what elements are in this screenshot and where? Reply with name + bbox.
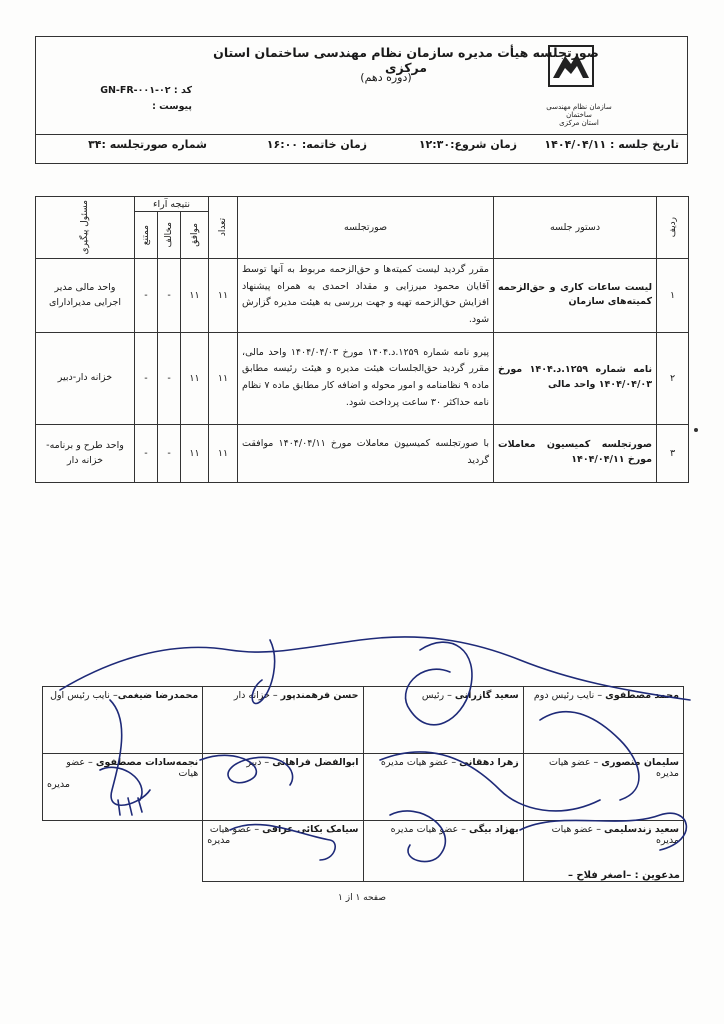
signature-cell: زهرا دهقانی – عضو هیات مدیره [363,754,523,821]
agenda-item: لیست ساعات کاری و حق‌الزحمه کمیته‌های سازمان [494,259,657,333]
meeting-date: تاریخ جلسه : ۱۴۰۴/۰۴/۱۱ [544,138,679,151]
agenda-item: نامه شماره ۱۲۵۹.د.۱۴۰۴ مورخ ۱۴۰۴/۰۴/۰۳ واحد مالی [494,332,657,424]
signature-cell: ابوالفضل فراهانی – دبیر [203,754,363,821]
signature-row [43,687,684,754]
invitees: مدعوین : –اصغر فلاح – [567,870,680,881]
signature-cell: محمدرضا ضیغمی– نایب رئیس اول [43,687,203,754]
header-row-num: ردیف [657,197,689,259]
responsible-party: واحد طرح و برنامه-خزانه دار [36,424,135,482]
document-code [82,85,192,96]
code-label: کد : [170,85,192,96]
vote-agree: ۱۱ [181,424,209,482]
document-title: صورتجلسه هیأت مدیره سازمان نظام مهندسی ساختمان استان مرکزی [213,45,599,75]
table-row [36,424,689,482]
header-disagree: مخالف [158,212,181,259]
header-minutes: صورتجلسه [238,197,494,259]
vote-agree: ۱۱ [181,259,209,333]
header-box [35,36,688,164]
org-name-line2: استان مرکزی [559,119,599,127]
code-value: GN-FR-۰۰۱-۰۲ [100,85,171,96]
margin-dot [694,428,698,432]
page-number: صفحه ۱ از ۱ [338,893,386,903]
row-number: ۱ [657,259,689,333]
signature-cell: سیامک بکائی عراقی – عضو هیات مدیره [203,821,363,882]
signature-cell: بهزاد بیگی – عضو هیات مدیره [363,821,523,882]
minutes-item: با صورتجلسه کمیسیون معاملات مورخ ۱۴۰۴/۰۴/۱۱ موافقت گردید [238,424,494,482]
row-number: ۲ [657,332,689,424]
minutes-item: مقرر گردید لیست کمیته‌ها و حق‌الزحمه مربوط به آنها توسط آقایان محمود میرزایی و مقداد احمدی به همراه پیشنهاد افزایش حق‌الزحمه تهیه و جهت بررسی به هیئت مدیره گزارش شود. [238,259,494,333]
vote-agree: ۱۱ [181,332,209,424]
start-time: زمان شروع:۱۲:۳۰ [418,138,517,151]
signature-cell: حسن فرهمندپور – خزانه دار [203,687,363,754]
header-vote-result: نتیجه آراء [135,197,209,212]
header-divider [36,134,687,135]
vote-disagree: - [158,259,181,333]
period-label: (دوره دهم) [360,71,412,84]
vote-count: ۱۱ [209,424,238,482]
agenda-table [35,196,689,483]
vote-count: ۱۱ [209,259,238,333]
signature-row [43,754,684,821]
vote-abstain: - [135,332,158,424]
vote-abstain: - [135,424,158,482]
table-row [36,259,689,333]
signature-cell: سعید گازرانی – رئیس [363,687,523,754]
responsible-party: واحد مالی مدیر اجرایی مدیرادارای [36,259,135,333]
organization-name [539,103,619,127]
signature-cell: سلیمان منصوری – عضو هیات مدیره [523,754,683,821]
header-abstain: ممتنع [135,212,158,259]
header-agree: موافق [181,212,209,259]
responsible-party: خزانه دار-دبیر [36,332,135,424]
table-row [36,332,689,424]
signature-cell-empty [43,821,203,882]
header-count: تعداد [209,197,238,259]
end-time: زمان خاتمه: ۱۶:۰۰ [266,138,367,151]
vote-disagree: - [158,332,181,424]
signature-cell: نجمه‌سادات مصطفوی – عضو هیات مدیره [43,754,203,821]
row-number: ۳ [657,424,689,482]
vote-abstain: - [135,259,158,333]
agenda-item: صورتجلسه کمیسیون معاملات مورخ ۱۴۰۴/۰۴/۱۱ [494,424,657,482]
header-agenda: دستور جلسه [494,197,657,259]
org-name-line1: سازمان نظام مهندسی ساختمان [546,103,612,119]
vote-count: ۱۱ [209,332,238,424]
minutes-number: شماره صورتجلسه :۳۴ [88,138,207,151]
signature-cell: سعید زندسلیمی – عضو هیات مدیره [523,821,683,882]
vote-disagree: - [158,424,181,482]
table-header-row [36,197,689,212]
header-responsible: مسئول پیگیری [36,197,135,259]
attachment-label: پیوست : [152,101,192,112]
minutes-item: پیرو نامه شماره ۱۲۵۹.د.۱۴۰۴ مورخ ۱۴۰۴/۰۴/۰۳ واحد مالی، مقرر گردید حق‌الجلسات هیئت مدیره و هیئت رئیسه مطابق ماده ۹ نظامنامه و امور محوله و اضافه کار مطابق ماده ۷ نظام نامه حداکثر ۳۰ ساعت پرداخت شود. [238,332,494,424]
signature-cell: محمد مصطفوی – نایب رئیس دوم [523,687,683,754]
signatures-table [42,686,684,882]
